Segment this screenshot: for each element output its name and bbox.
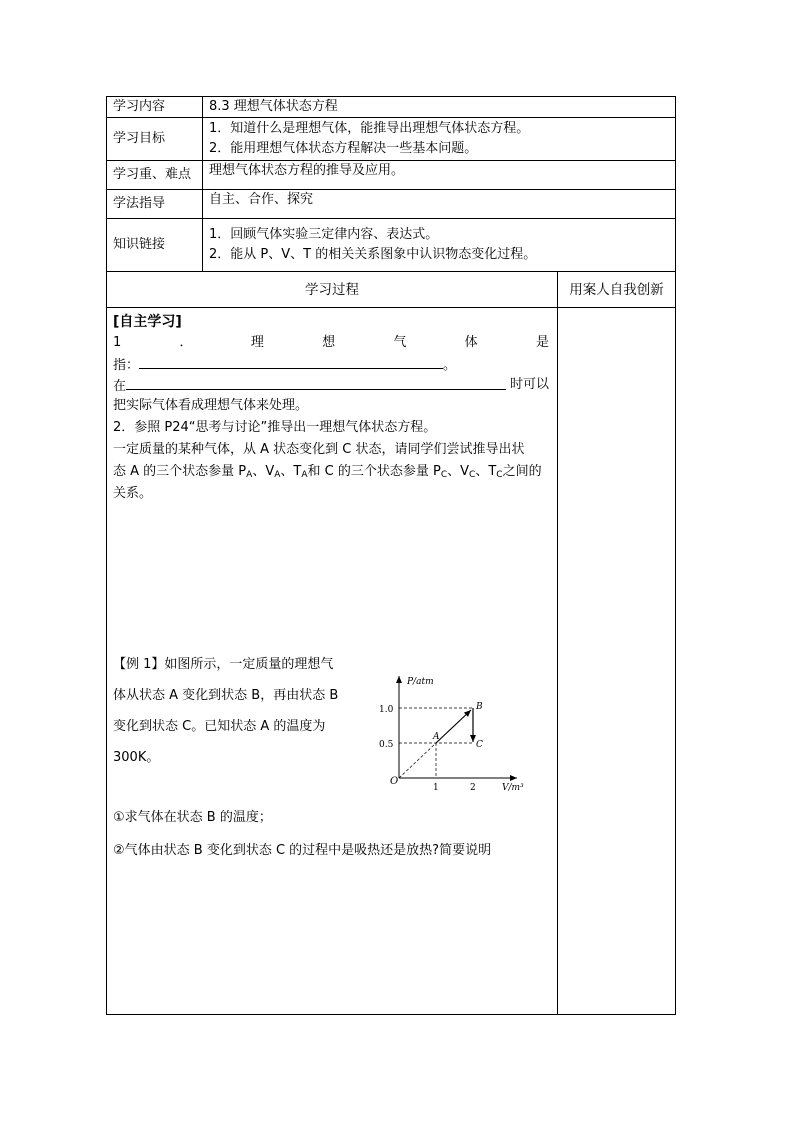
point-label: C bbox=[476, 740, 483, 750]
subscript: A bbox=[301, 470, 308, 480]
row-value bbox=[203, 161, 676, 190]
side-header: 用案人自我创新 bbox=[558, 272, 676, 308]
side-notes-cell[interactable] bbox=[558, 308, 676, 1015]
answer-blank[interactable] bbox=[126, 375, 506, 390]
row-value bbox=[203, 219, 676, 272]
row-label: 学习内容 bbox=[107, 97, 203, 118]
row-content bbox=[107, 97, 676, 118]
row-label: 学习目标 bbox=[107, 118, 203, 161]
q1-blank-line bbox=[113, 354, 456, 376]
process-cell bbox=[107, 308, 558, 1015]
point-label: B bbox=[476, 702, 483, 712]
row-label: 学习重、难点 bbox=[107, 161, 203, 190]
q2-body-3: 关系。 bbox=[113, 486, 153, 501]
q1b-suffix: 时可以 bbox=[509, 377, 549, 392]
y-axis-label: P/atm bbox=[407, 677, 434, 687]
q2-text: 、V bbox=[252, 464, 275, 479]
process-a-b bbox=[436, 710, 471, 743]
q2-text: 之间的 bbox=[502, 464, 542, 479]
q1b-line bbox=[113, 375, 549, 397]
subscript: C bbox=[469, 470, 476, 480]
row-value bbox=[203, 190, 676, 219]
subscript: C bbox=[496, 470, 503, 480]
q1-prefix: 指： bbox=[113, 358, 140, 373]
q1c-line: 把实际气体看成理想气体来处理。 bbox=[113, 398, 309, 413]
point-label: A bbox=[433, 732, 440, 742]
q1-char: 体 bbox=[464, 335, 478, 350]
example-line: 300K。 bbox=[113, 750, 160, 765]
x-tick-label: 1 bbox=[433, 783, 439, 793]
q2-text: 、T bbox=[475, 464, 497, 479]
example-line: 体从状态 A 变化到状态 B，再由状态 B bbox=[113, 688, 339, 703]
q2-body-1: 一定质量的某种气体，从 A 状态变化到 C 状态，请同学们尝试推导出状 bbox=[113, 442, 525, 457]
pv-diagram bbox=[369, 670, 529, 800]
row-line: 2．能从 P、V、T 的相关关系图象中认识物态变化过程。 bbox=[209, 247, 537, 262]
y-tick-label: 0.5 bbox=[379, 740, 394, 750]
row-label: 学法指导 bbox=[107, 190, 203, 219]
q2-text: 和 C 的三个状态参量 P bbox=[307, 464, 441, 479]
row-line: 1．回顾气体实验三定律内容、表达式。 bbox=[209, 227, 439, 242]
example-line: 变化到状态 C。已知状态 A 的温度为 bbox=[113, 719, 326, 734]
q1-char: 是 bbox=[535, 335, 549, 350]
process-header: 学习过程 bbox=[107, 272, 558, 308]
q1-char: 理 bbox=[250, 335, 264, 350]
process-row bbox=[107, 308, 676, 1015]
q2-body-2 bbox=[113, 462, 542, 485]
row-line: 1．知道什么是理想气体，能推导出理想气体状态方程。 bbox=[209, 121, 530, 136]
row-goals bbox=[107, 118, 676, 161]
answer-blank[interactable] bbox=[139, 354, 443, 369]
row-label: 知识链接 bbox=[107, 219, 203, 272]
lesson-plan-table bbox=[106, 96, 676, 1015]
x-tick-label: 2 bbox=[470, 783, 476, 793]
q1-char: 1 bbox=[113, 335, 122, 350]
x-axis-label: V/m³ bbox=[502, 783, 524, 793]
example-line: 【例 1】如图所示，一定质量的理想气 bbox=[113, 657, 334, 672]
origin-to-a-dashed bbox=[399, 743, 436, 778]
self-study-title: [自主学习] bbox=[113, 314, 182, 330]
row-line: 理想气体状态方程的推导及应用。 bbox=[209, 163, 405, 178]
origin-label: O bbox=[390, 776, 399, 787]
row-line: 8.3 理想气体状态方程 bbox=[209, 99, 338, 114]
row-links bbox=[107, 219, 676, 272]
subscript: C bbox=[440, 470, 448, 480]
row-line: 自主、合作、探究 bbox=[209, 192, 314, 207]
q2-text: 、V bbox=[447, 464, 470, 479]
q1-line bbox=[113, 333, 549, 353]
row-value bbox=[203, 97, 676, 118]
example-question-2: ②气体由状态 B 变化到状态 C 的过程中是吸热还是放热?简要说明 bbox=[113, 843, 492, 858]
subscript: A bbox=[246, 470, 253, 480]
subscript: A bbox=[274, 470, 281, 480]
q1-char: 想 bbox=[322, 335, 336, 350]
row-line: 2．能用理想气体状态方程解决一些基本问题。 bbox=[209, 141, 478, 156]
row-value bbox=[203, 118, 676, 161]
q1-char: ． bbox=[179, 335, 193, 350]
q1-char: 气 bbox=[393, 335, 407, 350]
q1b-prefix: 在 bbox=[113, 379, 127, 394]
q1-end: 。 bbox=[443, 358, 457, 373]
header-row bbox=[107, 272, 676, 308]
q2-line: 2．参照 P24“思考与讨论”推导出一理想气体状态方程。 bbox=[113, 420, 437, 435]
q2-text: 态 A 的三个状态参量 P bbox=[113, 464, 247, 479]
row-method bbox=[107, 190, 676, 219]
y-tick-label: 1.0 bbox=[379, 705, 394, 715]
example-question-1: ①求气体在状态 B 的温度； bbox=[113, 810, 272, 825]
row-keypoints bbox=[107, 161, 676, 190]
q2-text: 、T bbox=[280, 464, 302, 479]
